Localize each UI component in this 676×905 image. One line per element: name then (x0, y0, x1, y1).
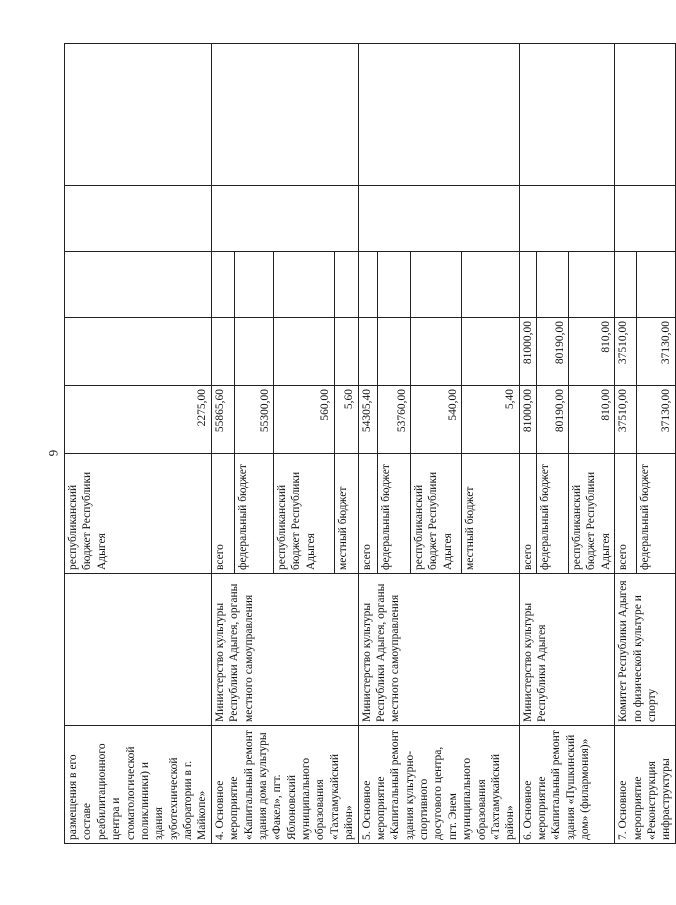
value-cell: 2275,00 (65, 386, 212, 454)
executor-cell (65, 574, 212, 726)
value-cell: 560,00 (274, 386, 335, 454)
empty-cell (358, 44, 519, 186)
measure-name-cell: размещения в его составе реабилитационного центра и стоматологической поликлиники) и здания зуботехнической лаборатории в г. Майкопе» (65, 726, 212, 844)
value-cell (519, 252, 536, 318)
value-cell (234, 252, 273, 318)
value-cell: 810,00 (569, 386, 615, 454)
executor-cell: Министерство культуры Республики Адыгея (519, 574, 615, 726)
value-cell: 80190,00 (537, 386, 569, 454)
value-cell: 53760,00 (377, 386, 410, 454)
source-cell: республиканский бюджет Республики Адыгея (274, 454, 335, 574)
value-cell: 80190,00 (537, 318, 569, 386)
empty-cell (65, 44, 212, 186)
value-cell: 54305,40 (358, 386, 377, 454)
value-cell: 37130,00 (637, 318, 675, 386)
value-cell: 55300,00 (234, 386, 273, 454)
value-cell (615, 252, 637, 318)
empty-cell (615, 44, 676, 186)
value-cell: 81000,00 (519, 386, 536, 454)
value-cell: 540,00 (410, 386, 461, 454)
table-row (211, 44, 234, 844)
value-cell (211, 252, 234, 318)
empty-cell (211, 44, 358, 186)
empty-cell (211, 186, 358, 252)
budget-table-sheet (64, 44, 673, 844)
value-cell: 37510,00 (615, 318, 637, 386)
measure-name-cell: 4. Основное мероприятие «Капитальный ремонт здания дома культуры «Факел», пгт. Яблоновский муниципального образования «Тахтамукайский район» (211, 726, 358, 844)
empty-cell (519, 44, 615, 186)
table-row (358, 44, 377, 844)
value-cell: 810,00 (569, 318, 615, 386)
table-row (615, 44, 637, 844)
value-cell: 5,40 (462, 386, 520, 454)
source-cell: всего (519, 454, 536, 574)
source-cell: всего (211, 454, 234, 574)
value-cell: 5,60 (334, 386, 358, 454)
source-cell: местный бюджет (462, 454, 520, 574)
value-cell (334, 252, 358, 318)
value-cell (274, 318, 335, 386)
value-cell (234, 318, 273, 386)
source-cell: федеральный бюджет (637, 454, 675, 574)
value-cell: 37130,00 (637, 386, 675, 454)
value-cell (410, 252, 461, 318)
source-cell: всего (615, 454, 637, 574)
value-cell (211, 318, 234, 386)
value-cell (537, 252, 569, 318)
value-cell (334, 318, 358, 386)
value-cell (274, 252, 335, 318)
value-cell (410, 318, 461, 386)
source-cell: республиканский бюджет Республики Адыгея (410, 454, 461, 574)
empty-cell (358, 186, 519, 252)
source-cell: федеральный бюджет (234, 454, 273, 574)
value-cell (377, 252, 410, 318)
value-cell (65, 318, 212, 386)
value-cell (637, 252, 675, 318)
source-cell: федеральный бюджет (537, 454, 569, 574)
executor-cell: Комитет Республики Адыгея по физической культуре и спорту (615, 574, 676, 726)
executor-cell: Министерство культуры Республики Адыгея, органы местного самоуправления (211, 574, 358, 726)
measure-name-cell: 6. Основное мероприятие «Капитальный ремонт здания «Пушкинский дом» (филармония)» (519, 726, 615, 844)
value-cell (377, 318, 410, 386)
value-cell (358, 318, 377, 386)
measure-name-cell: 7. Основное мероприятие «Реконструкция инфраструктуры (615, 726, 676, 844)
source-cell: федеральный бюджет (377, 454, 410, 574)
empty-cell (519, 186, 615, 252)
measure-name-cell: 5. Основное мероприятие «Капитальный ремонт здания культурно-спортивного досугового центра, пгт. Энем муниципального образования «Тахтамукайский район» (358, 726, 519, 844)
value-cell (569, 252, 615, 318)
value-cell (462, 318, 520, 386)
value-cell: 81000,00 (519, 318, 536, 386)
value-cell (358, 252, 377, 318)
value-cell: 55865,60 (211, 386, 234, 454)
source-cell: всего (358, 454, 377, 574)
source-cell: местный бюджет (334, 454, 358, 574)
source-cell: республиканский бюджет Республики Адыгея (65, 454, 212, 574)
table-row (65, 44, 212, 844)
budget-table (64, 43, 676, 844)
empty-cell (615, 186, 676, 252)
empty-cell (65, 186, 212, 252)
table-row (519, 44, 536, 844)
executor-cell: Министерство культуры Республики Адыгея, органы местного самоуправления (358, 574, 519, 726)
value-cell (65, 252, 212, 318)
value-cell (462, 252, 520, 318)
page-number: 6 (46, 449, 61, 457)
source-cell: республиканский бюджет Республики Адыгея (569, 454, 615, 574)
value-cell: 37510,00 (615, 386, 637, 454)
